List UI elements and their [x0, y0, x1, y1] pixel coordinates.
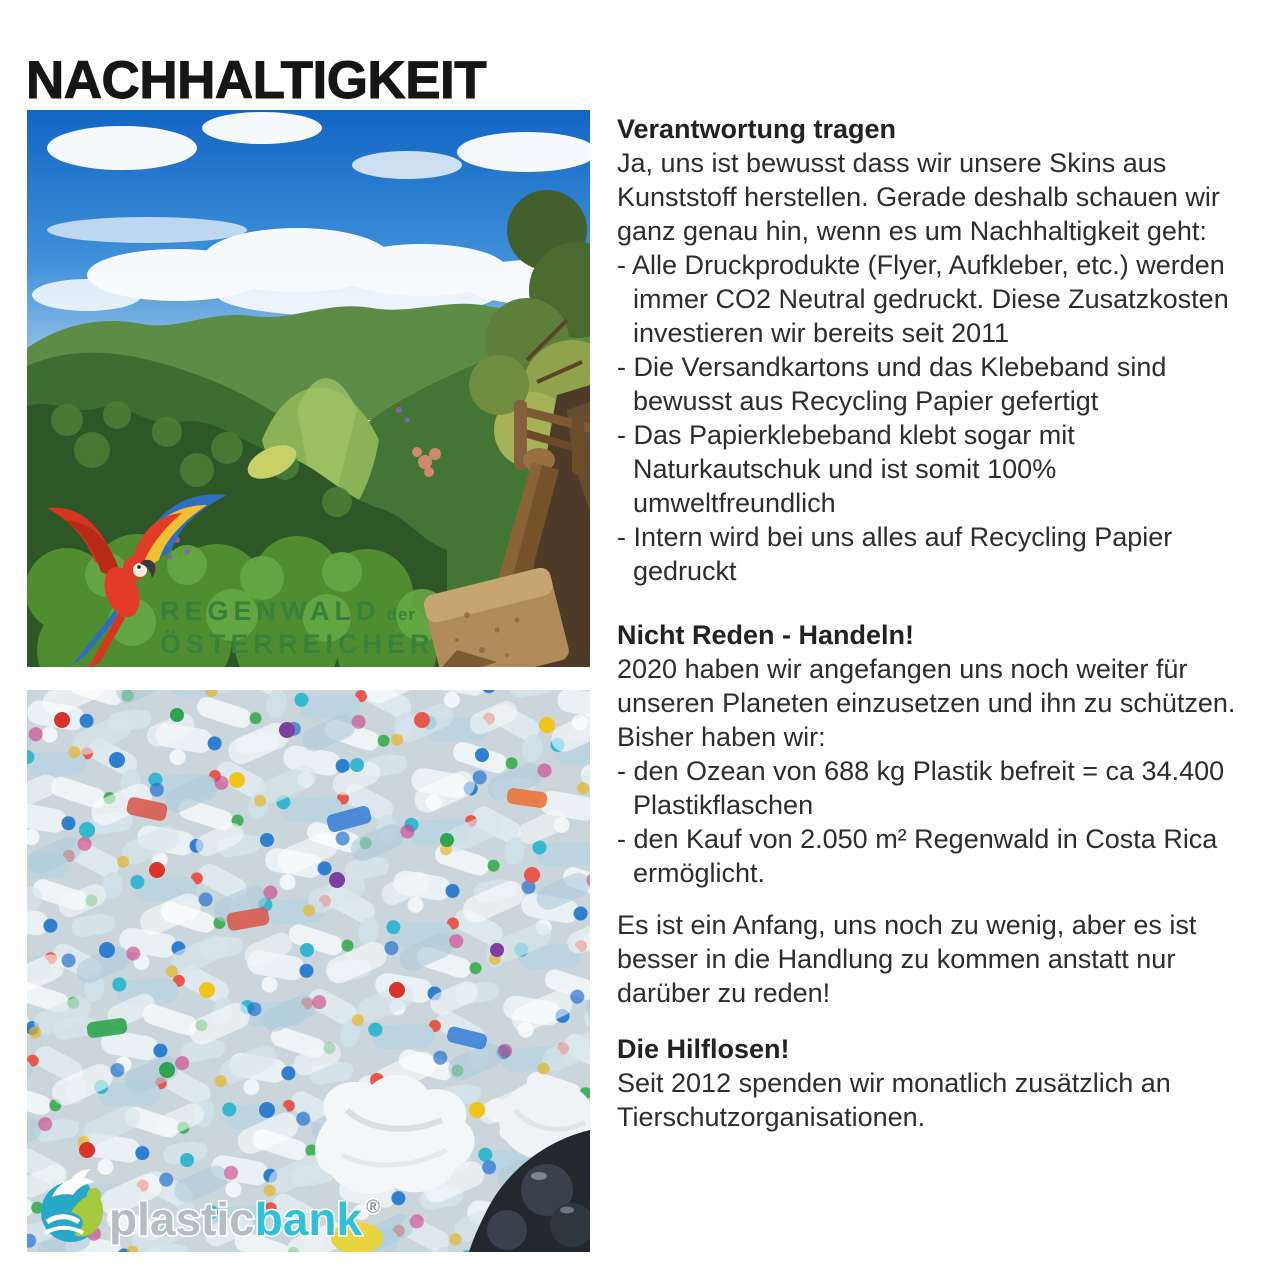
svg-text:REGENWALDder: [160, 596, 416, 626]
regenwald-logo-word-small: der: [386, 605, 416, 624]
svg-text:plasticbank®: [109, 1193, 380, 1245]
section-hilflosen: [617, 1032, 1265, 1134]
plasticbank-logo-text: [109, 1193, 380, 1245]
plastic-illustration: [27, 690, 590, 1252]
paragraph-handeln-intro: 2020 haben wir angefangen uns noch weiter für unseren Planeten einzusetzen und ihn zu schützen.: [617, 654, 1236, 718]
plasticbank-reg-mark: ®: [366, 1197, 381, 1218]
bullet-papierklebeband: - Das Papierklebeband klebt sogar mit Naturkautschuk und ist somit 100% umweltfreundlich: [617, 420, 1075, 518]
bullet-ozean: - den Ozean von 688 kg Plastik befreit = ca 34.400 Plastikflaschen: [617, 756, 1225, 820]
text-column: [617, 112, 1265, 1134]
paragraph-anfang: Es ist ein Anfang, uns noch zu wenig, aber es ist besser in die Handlung zu kommen anstatt nur darüber zu reden!: [617, 910, 1197, 1008]
paragraph-bisher: Bisher haben wir:: [617, 722, 826, 752]
paragraph-verantwortung-intro: Ja, uns ist bewusst dass wir unsere Skins aus Kunststoff herstellen. Gerade deshalb schauen wir ganz genau hin, wenn es um Nachhaltigkeit geht:: [617, 148, 1220, 246]
bullet-druckprodukte: - Alle Druckprodukte (Flyer, Aufkleber, etc.) werden immer CO2 Neutral gedruckt. Diese Zusatzkosten investieren wir bereits seit 2011: [617, 250, 1229, 348]
paragraph-hilflosen: Seit 2012 spenden wir monatlich zusätzlich an Tierschutzorganisationen.: [617, 1068, 1171, 1132]
bullet-intern: - Intern wird bei uns alles auf Recycling Papier gedruckt: [617, 522, 1173, 586]
section-anfang: [617, 908, 1265, 1010]
regenwald-logo-word1: REGENWALD: [160, 596, 381, 626]
bullet-versandkartons: - Die Versandkartons und das Klebeband sind bewusst aus Recycling Papier gefertigt: [617, 352, 1167, 416]
plasticbank-word2: bank: [254, 1193, 363, 1245]
section-verantwortung: [617, 112, 1265, 588]
page-title: NACHHALTIGKEIT: [26, 50, 487, 110]
plasticbank-word1: plastic: [109, 1193, 255, 1245]
plastic-bottles-photo: [27, 690, 590, 1252]
rainforest-photo: [27, 110, 590, 667]
regenwald-logo-word2: ÖSTERREICHER: [160, 629, 435, 659]
rainforest-illustration: [27, 110, 590, 667]
bullet-regenwald-kauf: - den Kauf von 2.050 m² Regenwald in Costa Rica ermöglicht.: [617, 824, 1218, 888]
section-handeln: [617, 618, 1265, 890]
section-heading-verantwortung: Verantwortung tragen: [617, 114, 897, 144]
section-heading-handeln: Nicht Reden - Handeln!: [617, 620, 915, 650]
section-heading-hilflosen: Die Hilflosen!: [617, 1034, 790, 1064]
